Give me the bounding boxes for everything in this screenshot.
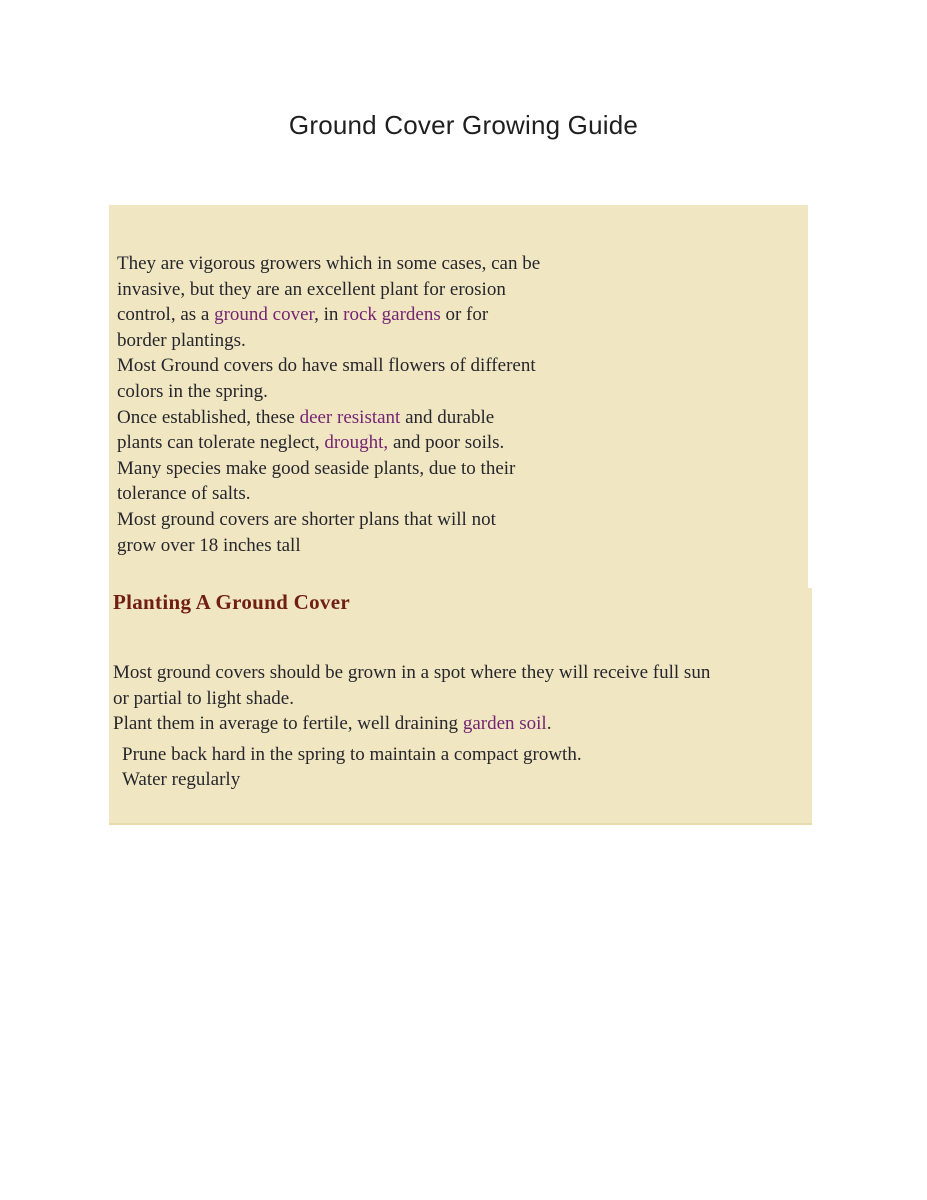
text-line: [113, 711, 710, 737]
text-segment: plants can tolerate neglect,: [117, 432, 325, 454]
text-segment: Most Ground covers do have small flowers of different: [117, 355, 536, 377]
text-line: [117, 481, 540, 507]
text-line: [117, 405, 540, 431]
text-segment: or for: [440, 304, 489, 326]
intro-paragraphs: [117, 251, 540, 558]
planting-panel: [109, 588, 812, 825]
text-segment: Many species make good seaside plants, due to their: [117, 457, 516, 479]
text-line: [113, 686, 710, 712]
ground-cover-link[interactable]: ground cover: [214, 304, 315, 326]
text-line: [117, 353, 540, 379]
text-segment: and poor soils.: [388, 432, 505, 454]
text-segment: They are vigorous growers which in some cases, can be: [117, 253, 541, 274]
text-segment: or partial to light shade.: [113, 687, 294, 709]
text-segment: , in: [314, 304, 344, 326]
text-line: [117, 533, 540, 559]
text-line: [117, 277, 540, 303]
text-segment: tolerance of salts.: [117, 483, 251, 505]
text-segment: Water regularly: [122, 769, 241, 791]
text-line: [113, 660, 710, 686]
text-segment: colors in the spring.: [117, 380, 268, 402]
text-segment: Most ground covers should be grown in a spot where they will receive full sun: [113, 662, 711, 683]
planting-paragraphs: [113, 660, 710, 793]
text-segment: .: [546, 713, 552, 735]
text-segment: grow over 18 inches tall: [117, 534, 301, 556]
text-segment: control, as a: [117, 304, 215, 326]
text-segment: invasive, but they are an excellent plant for erosion: [117, 278, 506, 300]
text-segment: Once established, these: [117, 406, 300, 428]
deer-resistant-link[interactable]: deer resistant: [299, 406, 401, 428]
text-line: [117, 456, 540, 482]
text-line: [117, 430, 540, 456]
text-line: [117, 507, 540, 533]
drought-link[interactable]: drought,: [324, 432, 389, 454]
text-line: [117, 328, 540, 354]
text-line: [117, 302, 540, 328]
text-line: [122, 767, 710, 793]
text-segment: border plantings.: [117, 329, 246, 351]
text-segment: Most ground covers are shorter plans that will not: [117, 508, 496, 530]
rock-gardens-link[interactable]: rock gardens: [343, 304, 441, 326]
text-line: [122, 742, 710, 768]
intro-panel: [109, 205, 808, 588]
page-title: Ground Cover Growing Guide: [288, 110, 639, 140]
text-line: [117, 379, 540, 405]
garden-soil-link[interactable]: garden soil: [462, 713, 547, 735]
section-heading: Planting A Ground Cover: [113, 590, 350, 614]
text-segment: Prune back hard in the spring to maintain a compact growth.: [122, 743, 582, 765]
text-segment: and durable: [400, 406, 495, 428]
text-line: [117, 251, 540, 277]
text-segment: Plant them in average to fertile, well draining: [113, 713, 463, 735]
